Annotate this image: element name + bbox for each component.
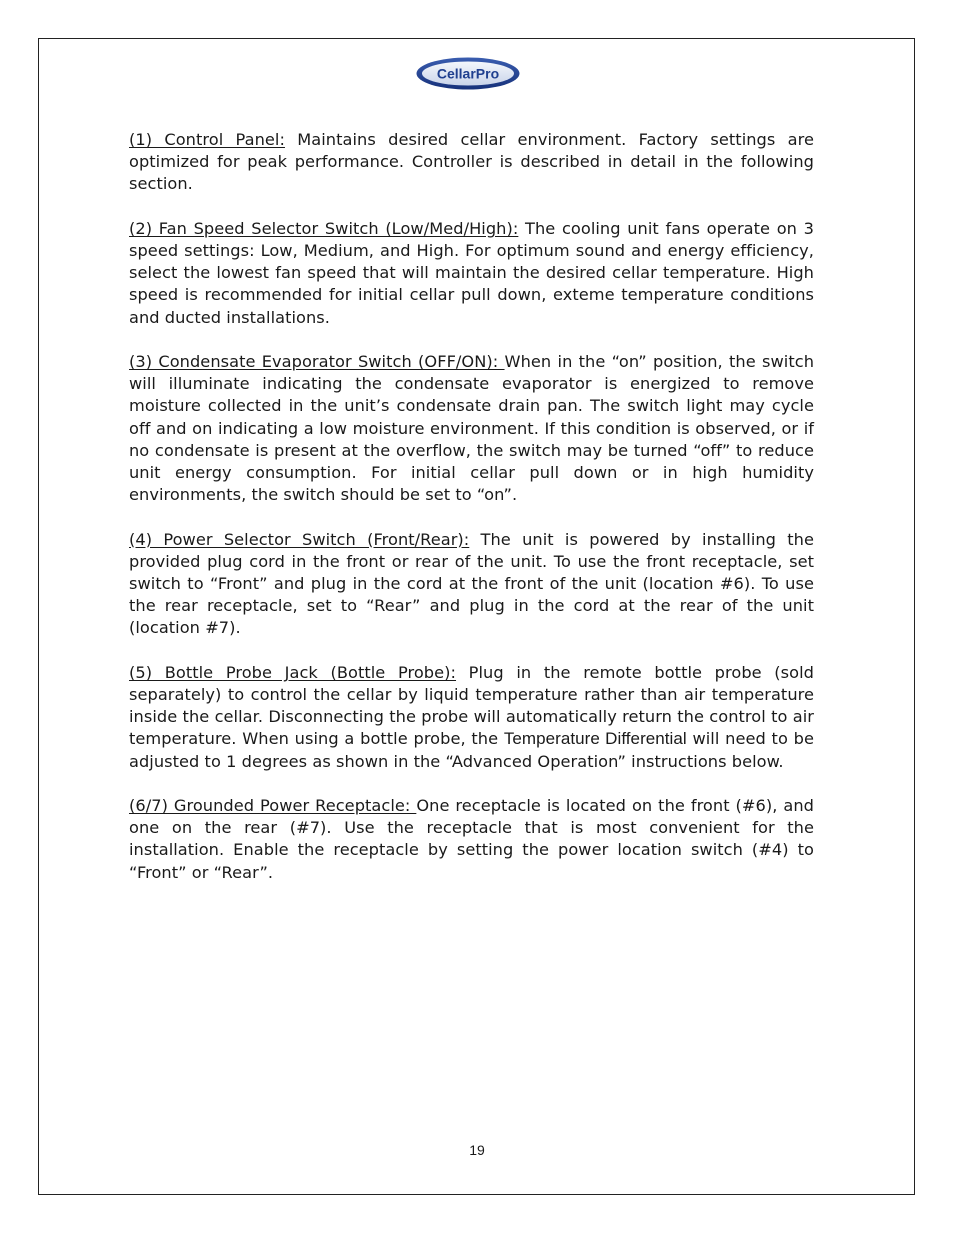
section-body: Plug in the remote bottle probe (sold separately) to control the cellar by liquid temperature rather than air temperature inside the cellar. Disconnecting the probe will automatically return the control to air temperature. When using a bottle probe, the	[129, 662, 814, 749]
section-body: When in the “on” position, the switch will illuminate indicating the condensate evaporator is energized to remove moisture collected in the unit’s condensate drain pan. The switch light may cycle off and on indicating a low moisture environment. If this condition is observed, or if no condensate is present at the overflow, the switch may be turned “off” to reduce unit energy consumption. For initial cellar pull down or in high humidity environments, the switch should be set to “on”.	[129, 352, 814, 505]
section-body: One receptacle is located on the front (#6), and one on the rear (#7). Use the receptacle that is most convenient for the installation. Enable the receptacle by setting the power location switch (#4) to “Front” or “Rear”.	[129, 796, 814, 882]
logo-text: CellarPro	[436, 65, 500, 82]
section-heading: (4) Power Selector Switch (Front/Rear):	[129, 529, 470, 549]
section-body: The unit is powered by installing the provided plug cord in the front or rear of the unit. To use the front receptacle, set switch to “Front” and plug in the cord at the front of the unit (location #6). To use the rear receptacle, set to “Rear” and plug in the cord at the rear of the unit (location #7).	[129, 529, 814, 638]
temperature-differential-term: Temperature Differential	[503, 729, 687, 749]
section-body: The cooling unit fans operate on 3 speed settings: Low, Medium, and High. For optimum sound and energy efficiency, select the lowest fan speed that will maintain the desired cellar temperature. High speed is recommended for initial cellar pull down, exteme temperature conditions and ducted installations.	[129, 218, 814, 327]
section-body: Maintains desired cellar environment. Factory settings are optimized for peak performance. Controller is described in detail in the following section.	[129, 130, 814, 194]
section-heading: (3) Condensate Evaporator Switch (OFF/ON):	[129, 352, 505, 371]
section-body-continued: will need to be adjusted to 1 degrees as shown in the “Advanced Operation” instructions below.	[129, 729, 814, 771]
section-power-selector	[129, 529, 814, 640]
section-grounded-receptacle	[129, 795, 814, 884]
section-control-panel	[129, 129, 814, 196]
section-bottle-probe	[129, 662, 814, 773]
section-heading: (2) Fan Speed Selector Switch (Low/Med/High):	[129, 218, 519, 238]
section-heading: (6/7) Grounded Power Receptacle:	[129, 796, 417, 816]
cellarpro-logo	[416, 57, 520, 90]
section-condensate-evaporator	[129, 351, 814, 506]
section-heading: (1) Control Panel:	[129, 130, 285, 149]
section-heading: (5) Bottle Probe Jack (Bottle Probe):	[129, 662, 457, 682]
section-fan-speed	[129, 218, 814, 329]
document-body	[129, 129, 814, 906]
page-number: 19	[469, 1142, 485, 1158]
